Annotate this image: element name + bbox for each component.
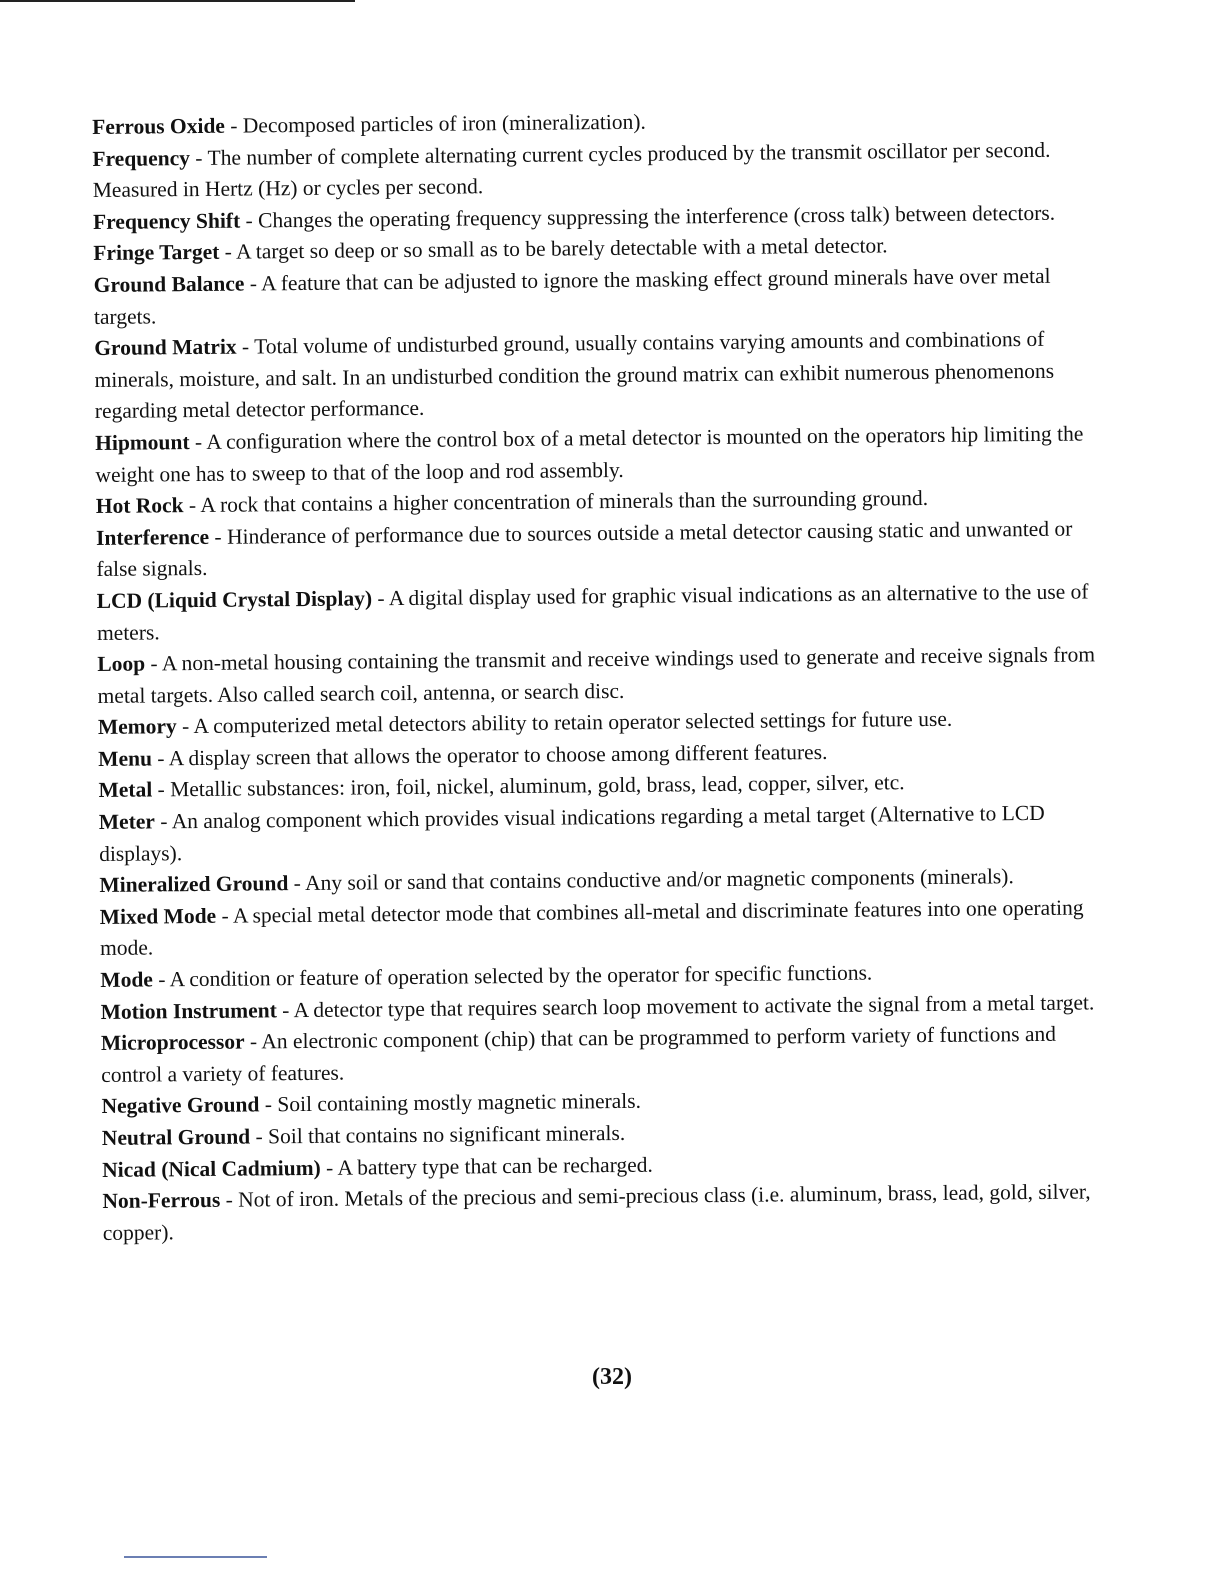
glossary-entry — [101, 1018, 1117, 1091]
glossary-definition: - Soil that contains no significant minerals. — [250, 1120, 626, 1149]
glossary-definition: - A battery type that can be recharged. — [320, 1152, 653, 1180]
glossary-definition: - An electronic component (chip) that can be programmed to perform variety of functions and control a variety of features. — [101, 1022, 1057, 1087]
glossary-term: Ferrous Oxide — [92, 113, 226, 139]
glossary-definition: - A configuration where the control box of a metal detector is mounted on the operators hip limiting the weight one has to sweep to that of the loop and rod assembly. — [95, 421, 1084, 487]
glossary-term: Mixed Mode — [99, 903, 217, 929]
glossary-definition: - A detector type that requires search loop movement to activate the signal from a metal target. — [276, 990, 1095, 1022]
glossary-entry — [92, 134, 1108, 207]
scan-edge-line-bottom — [124, 1556, 267, 1558]
glossary-definition: - Not of iron. Metals of the precious and semi-precious class (i.e. aluminum, brass, lead, gold, silver, copper). — [102, 1179, 1091, 1245]
glossary-term: Nicad (Nical Cadmium) — [102, 1155, 321, 1182]
glossary-definition: - An analog component which provides visual indications regarding a metal target (Alternative to LCD displays). — [99, 800, 1045, 866]
glossary-definition: - A digital display used for graphic visual indications as an alternative to the use of meters. — [96, 579, 1089, 645]
glossary-term: Metal — [98, 777, 153, 803]
glossary-term: Microprocessor — [100, 1029, 245, 1056]
glossary-definition: - Decomposed particles of iron (mineralization). — [224, 109, 646, 138]
glossary-term: Hot Rock — [95, 493, 184, 519]
glossary-entry — [97, 576, 1113, 649]
glossary-definition: - A special metal detector mode that combines all-metal and discriminate features into one operating mode. — [99, 895, 1084, 961]
glossary-list — [92, 102, 1118, 1249]
glossary-term: Memory — [97, 714, 177, 740]
glossary-definition: - Total volume of undisturbed ground, usually contains varying amounts and combinations of minerals, moisture, and salt. In an undisturbed condition the ground matrix can exhibit numerous phenomenons regarding metal detector performance. — [94, 327, 1055, 424]
glossary-entry — [94, 260, 1110, 333]
glossary-term: Fringe Target — [93, 240, 220, 266]
glossary-entry — [102, 1176, 1118, 1249]
glossary-term: Interference — [95, 524, 210, 550]
glossary-term: Motion Instrument — [100, 997, 277, 1024]
glossary-definition: - Metallic substances: iron, foil, nickel, aluminum, gold, brass, lead, copper, silver, etc. — [152, 770, 905, 802]
glossary-definition: - A condition or feature of operation selected by the operator for specific functions. — [152, 960, 873, 992]
glossary-entry — [95, 418, 1111, 491]
glossary-term: Frequency Shift — [92, 208, 241, 234]
glossary-definition: - A non-metal housing containing the transmit and receive windings used to generate and receive signals from metal targets. Also called search coil, antenna, or search disc. — [97, 642, 1096, 708]
glossary-term: Loop — [97, 651, 146, 677]
glossary-term: Non-Ferrous — [102, 1188, 221, 1214]
glossary-entry — [94, 323, 1110, 428]
glossary-term: Neutral Ground — [101, 1124, 251, 1150]
glossary-definition: - The number of complete alternating current cycles produced by the transmit oscillator per second. Measured in Hertz (Hz) or cycles per second. — [92, 137, 1051, 203]
glossary-term: Frequency — [92, 145, 191, 171]
glossary-definition: - Soil containing mostly magnetic minerals. — [259, 1089, 642, 1117]
glossary-term: Hipmount — [95, 430, 190, 455]
glossary-term: Menu — [98, 746, 153, 771]
glossary-term: Meter — [98, 809, 156, 835]
glossary-term: Negative Ground — [101, 1092, 260, 1119]
glossary-entry — [100, 892, 1116, 965]
glossary-term: Ground Balance — [93, 271, 245, 297]
glossary-definition: - A rock that contains a higher concentration of minerals than the surrounding ground. — [183, 486, 929, 518]
glossary-term: Mineralized Ground — [99, 871, 289, 898]
glossary-entry — [96, 513, 1112, 586]
glossary-definition: - A display screen that allows the operator to choose among different features. — [151, 739, 828, 771]
glossary-definition: - Hinderance of performance due to sources outside a metal detector causing static and unwanted or false signals. — [96, 516, 1073, 582]
glossary-term: Ground Matrix — [94, 334, 237, 361]
glossary-entry — [97, 639, 1113, 712]
glossary-definition: - A target so deep or so small as to be barely detectable with a metal detector. — [219, 233, 888, 265]
page-number: (32) — [592, 1364, 632, 1390]
glossary-definition: - Changes the operating frequency suppressing the interference (cross talk) between detectors. — [240, 200, 1056, 233]
glossary-term: Mode — [100, 967, 153, 992]
glossary-definition: - A feature that can be adjusted to ignore the masking effect ground minerals have over metal targets. — [93, 263, 1051, 329]
glossary-term: LCD (Liquid Crystal Display) — [96, 586, 373, 613]
glossary-definition: - Any soil or sand that contains conductive and/or magnetic components (minerals). — [288, 864, 1014, 896]
glossary-definition: - A computerized metal detectors ability to retain operator selected settings for future use. — [176, 707, 953, 739]
scan-edge-line-top — [0, 0, 355, 2]
glossary-entry — [99, 797, 1115, 870]
